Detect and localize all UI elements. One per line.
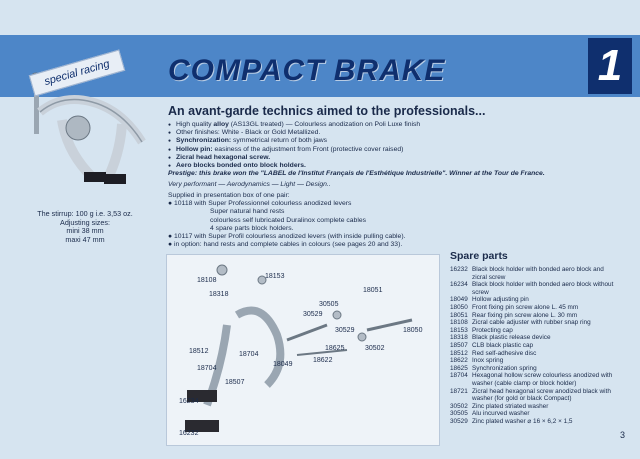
supplied-item: ● 10118 with Super Professionnel colourless anodized levers <box>168 200 352 208</box>
callout-label: 18512 <box>189 348 209 355</box>
section-number: 1 <box>588 38 632 94</box>
callout-label: 16232 <box>179 430 199 437</box>
feature-item: ● Zicral head hexagonal screw. <box>168 154 608 162</box>
spare-part-code: 30529 <box>450 417 468 425</box>
spare-part-desc: Alu incurved washer <box>472 410 530 418</box>
stirrup-line: mini 38 mm <box>66 226 104 236</box>
spare-part-code: 18108 <box>450 319 468 327</box>
spare-parts-list <box>450 266 620 425</box>
spare-part-desc: CLB black plastic cap <box>472 341 534 349</box>
stirrup-line: maxi 47 mm <box>65 234 105 244</box>
spare-part-row <box>450 266 620 281</box>
feature-item: ● Other finishes: White - Black or Gold Metallized. <box>168 129 608 137</box>
callout-label: 30502 <box>365 345 385 352</box>
spare-part-desc: Black block holder with bonded aero block without screw <box>472 281 614 296</box>
feature-item: ● High quality alloy (AS13GL treated) — Colourless anodization on Poli Luxe finish <box>168 121 608 129</box>
spare-part-row <box>450 281 620 296</box>
spare-part-desc: Zinc plated striated washer <box>472 402 549 410</box>
spare-part-code: 30502 <box>450 402 468 410</box>
spare-part-row <box>450 403 620 411</box>
spare-part-code: 18318 <box>450 334 468 342</box>
spare-part-row <box>450 357 620 365</box>
spare-part-row <box>450 312 620 320</box>
page-title: COMPACT BRAKE <box>168 54 446 87</box>
spare-part-desc: Zicral cable adjuster with rubber snap ring <box>472 319 591 327</box>
special-racing-ribbon: special racing <box>29 49 125 96</box>
spare-part-desc: Zicral head hexagonal screw anodized black with washer (for gold or black Compact) <box>472 387 611 403</box>
spare-part-desc: Protecting cap <box>472 326 513 334</box>
spare-part-row <box>450 372 620 387</box>
supplied-sub: colourless self lubricated Duralinox complete cables <box>210 216 367 224</box>
callout-label: 18051 <box>363 287 383 294</box>
callout-label: 18704 <box>239 351 259 358</box>
spare-part-code: 18050 <box>450 303 468 311</box>
spare-part-row <box>450 319 620 327</box>
spare-part-desc: Black block holder with bonded aero block and zicral screw <box>472 266 604 281</box>
spare-part-row <box>450 304 620 312</box>
spare-part-row <box>450 388 620 403</box>
spare-part-code: 30505 <box>450 410 468 418</box>
spare-part-desc: Black plastic release device <box>472 334 551 342</box>
callout-label: 18507 <box>225 379 245 386</box>
spare-part-code: 18625 <box>450 364 468 372</box>
spare-part-code: 18622 <box>450 357 468 365</box>
spare-part-row <box>450 296 620 304</box>
callout-label: 18622 <box>313 357 333 364</box>
stirrup-line: The stirrup: 100 g i.e. 3,53 oz. <box>37 209 133 218</box>
callout-label: 30529 <box>335 327 355 334</box>
supplied-sub: Super natural hand rests <box>210 208 285 216</box>
supplied-item: ● in option: hand rests and complete cables in colours (see pages 20 and 33). <box>168 241 403 249</box>
spare-part-desc: Red self-adhesive disc <box>472 349 537 357</box>
supplied-sub: 4 spare parts block holders. <box>210 224 294 232</box>
callout-label: 18153 <box>265 273 285 280</box>
spare-part-row <box>450 350 620 358</box>
stirrup-info <box>10 210 160 244</box>
spare-part-code: 16232 <box>450 266 468 273</box>
feature-item: ● Synchronization: symmetrical return of both jaws <box>168 137 608 145</box>
callout-label: 16234 <box>179 398 199 405</box>
spare-part-code: 16234 <box>450 281 468 289</box>
spare-part-code: 18512 <box>450 349 468 357</box>
spare-part-code: 18153 <box>450 326 468 334</box>
spare-part-code: 18049 <box>450 296 468 304</box>
spare-part-row <box>450 334 620 342</box>
spare-part-desc: Synchronization spring <box>472 364 537 372</box>
callout-label: 18704 <box>197 365 217 372</box>
prestige-note: Prestige: this brake won the "LABEL de l'Institut Français de l'Esthétique Industrielle". Winner at the Tour de France. <box>168 170 545 177</box>
spare-part-code: 18051 <box>450 311 468 319</box>
spare-part-desc: Inox spring <box>472 357 504 365</box>
callout-label: 18050 <box>403 327 423 334</box>
spare-part-code: 18704 <box>450 372 468 380</box>
supplied-box <box>168 192 608 249</box>
callout-label: 30529 <box>303 311 323 318</box>
callout-label: 18625 <box>325 345 345 352</box>
exploded-diagram <box>166 254 440 446</box>
page-number: 3 <box>620 430 626 440</box>
feature-item: ● Hollow pin: easiness of the adjustment from Front (protective cover raised) <box>168 146 608 154</box>
spare-part-desc: Hexagonal hollow screw colourless anodized with washer (cable clamp or block holder) <box>472 372 613 387</box>
spare-part-row <box>450 327 620 335</box>
performance-tagline: Very performant — Aerodynamics — Light — Design.. <box>168 181 331 188</box>
spare-part-row <box>450 418 620 426</box>
feature-item: ● Aero blocks bonded onto block holders. <box>168 162 608 170</box>
spare-part-code: 18507 <box>450 341 468 349</box>
spare-parts-title: Spare parts <box>450 250 508 262</box>
spare-part-desc: Hollow adjusting pin <box>472 296 529 304</box>
stirrup-line: Adjusting sizes: <box>60 217 110 227</box>
callout-label: 18108 <box>197 277 217 284</box>
spare-part-desc: Zinc plated washer ⌀ 16 × 6,2 × 1,5 <box>472 417 573 425</box>
section-heading: An avant-garde technics aimed to the professionals... <box>168 104 486 118</box>
supplied-intro: Supplied in presentation box of one pair: <box>168 192 290 199</box>
spare-part-desc: Front fixing pin screw alone L. 45 mm <box>472 303 579 311</box>
callout-label: 30505 <box>319 301 339 308</box>
callout-label: 18049 <box>273 361 293 368</box>
callout-label: 18318 <box>209 291 229 298</box>
spare-part-row <box>450 410 620 418</box>
spare-part-code: 18721 <box>450 387 468 395</box>
spare-part-desc: Rear fixing pin screw alone L. 30 mm <box>472 311 578 319</box>
spare-part-row <box>450 365 620 373</box>
spare-part-row <box>450 342 620 350</box>
feature-list <box>168 121 608 170</box>
supplied-item: ● 10117 with Super Profil colourless anodized levers (with inside pulling cable). <box>168 233 406 241</box>
